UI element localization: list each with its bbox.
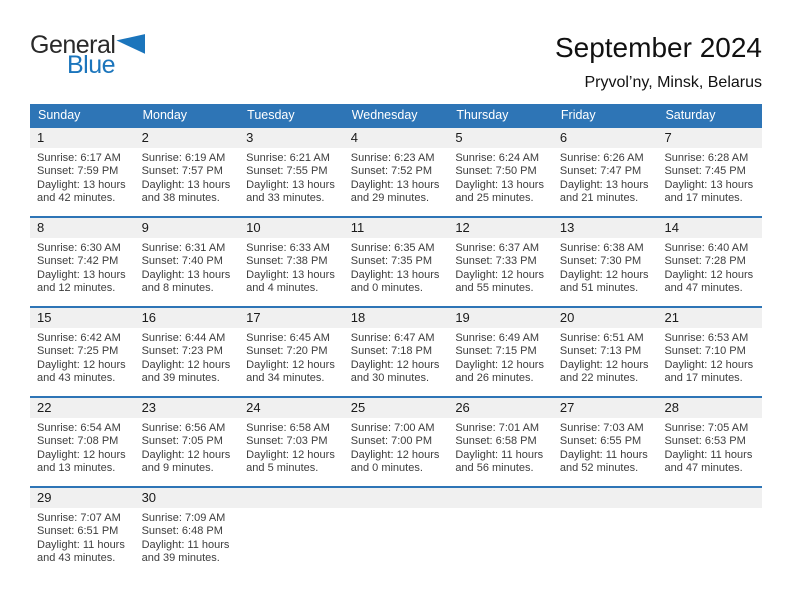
day-cell-11 [344, 218, 449, 306]
day-number-band: 18 [344, 308, 449, 328]
sunrise-text: Sunrise: 6:38 AM [559, 242, 644, 254]
day-number-band [344, 488, 449, 508]
day-cell-10 [239, 218, 344, 306]
daylight2-text: and 4 minutes. [246, 282, 319, 295]
daylight1-text: Daylight: 13 hours [350, 178, 440, 191]
daylight1-text: Daylight: 12 hours [246, 448, 335, 461]
day-info [135, 238, 240, 296]
day-number-band: 13 [553, 218, 658, 238]
day-cell-3 [239, 128, 344, 216]
day-cell-1 [30, 128, 135, 216]
day-number-band: 28 [657, 398, 762, 418]
sunset-text: Sunset: 7:50 PM [455, 165, 537, 178]
title-block [555, 33, 762, 92]
daylight1-text: Daylight: 13 hours [559, 178, 649, 191]
sunset-text: Sunset: 7:03 PM [246, 435, 328, 448]
sunset-text: Sunset: 7:33 PM [455, 255, 537, 268]
sunrise-text: Sunrise: 6:33 AM [246, 242, 330, 254]
day-number-band [553, 488, 658, 508]
sunset-text: Sunset: 7:42 PM [37, 255, 119, 268]
sunset-text: Sunset: 7:57 PM [141, 165, 223, 178]
sunrise-text: Sunrise: 7:03 AM [559, 422, 644, 434]
sunrise-text: Sunrise: 6:44 AM [141, 332, 226, 344]
daylight2-text: and 17 minutes. [664, 372, 743, 385]
daylight1-text: Daylight: 12 hours [664, 268, 754, 281]
daylight2-text: and 0 minutes. [350, 282, 423, 295]
sunset-text: Sunset: 7:28 PM [664, 255, 746, 268]
day-info [30, 148, 135, 206]
day-number-band: 24 [239, 398, 344, 418]
daylight1-text: Daylight: 12 hours [664, 358, 754, 371]
day-number-band: 6 [553, 128, 658, 148]
sunrise-text: Sunrise: 6:47 AM [350, 332, 435, 344]
calendar-grid [30, 126, 762, 576]
general-blue-logo [30, 33, 150, 78]
sunset-text: Sunset: 7:23 PM [141, 345, 223, 358]
day-info [448, 238, 553, 296]
day-number-band: 8 [30, 218, 135, 238]
daylight1-text: Daylight: 13 hours [141, 268, 231, 281]
daylight1-text: Daylight: 12 hours [141, 358, 231, 371]
sunset-text: Sunset: 7:20 PM [246, 345, 328, 358]
day-cell-empty [239, 488, 344, 576]
day-cell-empty [657, 488, 762, 576]
day-info [553, 238, 658, 296]
week-row [30, 216, 762, 306]
day-cell-empty [344, 488, 449, 576]
daylight1-text: Daylight: 13 hours [246, 178, 335, 191]
daylight1-text: Daylight: 13 hours [350, 268, 440, 281]
day-cell-21 [657, 308, 762, 396]
day-number-band: 15 [30, 308, 135, 328]
day-number-band: 5 [448, 128, 553, 148]
day-number-band [448, 488, 553, 508]
sunset-text: Sunset: 7:30 PM [559, 255, 642, 268]
sunset-text: Sunset: 7:47 PM [559, 165, 642, 178]
day-number-band: 20 [553, 308, 658, 328]
day-info [448, 148, 553, 206]
day-number-band: 30 [135, 488, 240, 508]
day-cell-16 [135, 308, 240, 396]
daylight1-text: Daylight: 12 hours [37, 358, 126, 371]
day-number-band [657, 488, 762, 508]
day-info [657, 238, 762, 296]
day-cell-4 [344, 128, 449, 216]
day-info [553, 418, 658, 476]
day-number-band: 17 [239, 308, 344, 328]
weekday-header-sunday: Sunday [38, 108, 81, 122]
weekday-header-monday: Monday [142, 108, 188, 122]
weekday-header-row [30, 104, 762, 126]
daylight1-text: Daylight: 12 hours [246, 358, 335, 371]
sunset-text: Sunset: 7:59 PM [37, 165, 119, 178]
day-cell-9 [135, 218, 240, 306]
day-info [448, 328, 553, 386]
sunrise-text: Sunrise: 7:05 AM [664, 422, 749, 434]
daylight2-text: and 47 minutes. [664, 462, 743, 475]
day-info [553, 148, 658, 206]
day-info [239, 148, 344, 206]
day-cell-empty [553, 488, 658, 576]
sunset-text: Sunset: 7:10 PM [664, 345, 746, 358]
day-info [657, 328, 762, 386]
day-info [657, 148, 762, 206]
day-info [657, 418, 762, 476]
daylight2-text: and 43 minutes. [37, 372, 116, 385]
sunset-text: Sunset: 7:15 PM [455, 345, 537, 358]
day-info [553, 328, 658, 386]
daylight2-text: and 56 minutes. [455, 462, 534, 475]
daylight1-text: Daylight: 12 hours [350, 448, 440, 461]
day-cell-2 [135, 128, 240, 216]
daylight2-text: and 34 minutes. [246, 372, 325, 385]
sunset-text: Sunset: 7:38 PM [246, 255, 328, 268]
sunrise-text: Sunrise: 7:09 AM [141, 512, 226, 524]
weekday-header-wednesday: Wednesday [351, 108, 418, 122]
sunset-text: Sunset: 7:00 PM [350, 435, 433, 448]
daylight1-text: Daylight: 12 hours [455, 268, 544, 281]
sunrise-text: Sunrise: 6:26 AM [559, 152, 644, 164]
sunrise-text: Sunrise: 6:24 AM [455, 152, 540, 164]
daylight2-text: and 5 minutes. [246, 462, 319, 475]
day-info [135, 328, 240, 386]
day-number-band: 23 [135, 398, 240, 418]
daylight2-text: and 9 minutes. [141, 462, 214, 475]
sunrise-text: Sunrise: 6:45 AM [246, 332, 330, 344]
sunset-text: Sunset: 7:52 PM [350, 165, 433, 178]
daylight1-text: Daylight: 13 hours [141, 178, 231, 191]
day-cell-24 [239, 398, 344, 486]
daylight2-text: and 22 minutes. [559, 372, 639, 385]
day-info [135, 508, 240, 566]
sunrise-text: Sunrise: 6:40 AM [664, 242, 749, 254]
daylight2-text: and 17 minutes. [664, 192, 743, 205]
day-number-band: 10 [239, 218, 344, 238]
day-number-band: 29 [30, 488, 135, 508]
day-cell-13 [553, 218, 658, 306]
sunrise-text: Sunrise: 6:31 AM [141, 242, 226, 254]
day-number-band: 7 [657, 128, 762, 148]
daylight2-text: and 13 minutes. [37, 462, 116, 475]
daylight2-text: and 25 minutes. [455, 192, 534, 205]
daylight2-text: and 30 minutes. [350, 372, 430, 385]
sunset-text: Sunset: 7:05 PM [141, 435, 223, 448]
day-cell-26 [448, 398, 553, 486]
day-cell-25 [344, 398, 449, 486]
page-subtitle: Pryvol’ny, Minsk, Belarus [584, 73, 762, 91]
day-info [135, 418, 240, 476]
day-cell-18 [344, 308, 449, 396]
sunrise-text: Sunrise: 6:17 AM [37, 152, 121, 164]
day-cell-30 [135, 488, 240, 576]
day-cell-17 [239, 308, 344, 396]
day-info [239, 238, 344, 296]
day-number-band: 9 [135, 218, 240, 238]
day-number-band: 26 [448, 398, 553, 418]
sunrise-text: Sunrise: 6:37 AM [455, 242, 540, 254]
day-cell-12 [448, 218, 553, 306]
day-cell-22 [30, 398, 135, 486]
day-cell-19 [448, 308, 553, 396]
sunrise-text: Sunrise: 6:56 AM [141, 422, 226, 434]
daylight1-text: Daylight: 11 hours [664, 448, 753, 461]
day-number-band: 16 [135, 308, 240, 328]
daylight1-text: Daylight: 13 hours [664, 178, 754, 191]
sunrise-text: Sunrise: 6:19 AM [141, 152, 226, 164]
week-row [30, 306, 762, 396]
daylight1-text: Daylight: 11 hours [455, 448, 544, 461]
daylight1-text: Daylight: 13 hours [246, 268, 335, 281]
day-cell-23 [135, 398, 240, 486]
day-number-band: 11 [344, 218, 449, 238]
daylight2-text: and 55 minutes. [455, 282, 534, 295]
day-cell-5 [448, 128, 553, 216]
sunset-text: Sunset: 6:55 PM [559, 435, 642, 448]
daylight2-text: and 21 minutes. [559, 192, 639, 205]
day-cell-29 [30, 488, 135, 576]
daylight1-text: Daylight: 12 hours [559, 268, 649, 281]
day-info [135, 148, 240, 206]
sunset-text: Sunset: 7:45 PM [664, 165, 746, 178]
daylight2-text: and 47 minutes. [664, 282, 743, 295]
day-info [344, 148, 449, 206]
daylight2-text: and 33 minutes. [246, 192, 325, 205]
sunrise-text: Sunrise: 6:58 AM [246, 422, 330, 434]
sunset-text: Sunset: 6:58 PM [455, 435, 537, 448]
daylight1-text: Daylight: 11 hours [559, 448, 648, 461]
day-number-band: 27 [553, 398, 658, 418]
day-cell-empty [448, 488, 553, 576]
sunrise-text: Sunrise: 6:51 AM [559, 332, 644, 344]
sunset-text: Sunset: 7:40 PM [141, 255, 223, 268]
daylight1-text: Daylight: 13 hours [37, 178, 126, 191]
day-number-band [239, 488, 344, 508]
sunset-text: Sunset: 6:48 PM [141, 525, 223, 538]
day-number-band: 2 [135, 128, 240, 148]
sunrise-text: Sunrise: 7:00 AM [350, 422, 435, 434]
day-info [30, 508, 135, 566]
day-number-band: 3 [239, 128, 344, 148]
day-cell-8 [30, 218, 135, 306]
daylight2-text: and 42 minutes. [37, 192, 116, 205]
day-number-band: 14 [657, 218, 762, 238]
daylight1-text: Daylight: 13 hours [455, 178, 544, 191]
daylight1-text: Daylight: 11 hours [37, 538, 125, 551]
day-number-band: 4 [344, 128, 449, 148]
week-row [30, 126, 762, 216]
top-bar [30, 33, 762, 92]
day-number-band: 22 [30, 398, 135, 418]
day-cell-7 [657, 128, 762, 216]
day-info [344, 418, 449, 476]
daylight1-text: Daylight: 12 hours [141, 448, 231, 461]
daylight2-text: and 12 minutes. [37, 282, 116, 295]
day-cell-20 [553, 308, 658, 396]
sunset-text: Sunset: 7:35 PM [350, 255, 433, 268]
sunrise-text: Sunrise: 7:07 AM [37, 512, 121, 524]
day-number-band: 21 [657, 308, 762, 328]
sunrise-text: Sunrise: 6:42 AM [37, 332, 121, 344]
day-info [30, 418, 135, 476]
sunrise-text: Sunrise: 7:01 AM [455, 422, 540, 434]
day-number-band: 1 [30, 128, 135, 148]
sunrise-text: Sunrise: 6:21 AM [246, 152, 330, 164]
sunrise-text: Sunrise: 6:23 AM [350, 152, 435, 164]
sunset-text: Sunset: 6:51 PM [37, 525, 119, 538]
week-row [30, 396, 762, 486]
daylight2-text: and 8 minutes. [141, 282, 214, 295]
day-info [344, 238, 449, 296]
daylight1-text: Daylight: 11 hours [141, 538, 230, 551]
sunrise-text: Sunrise: 6:35 AM [350, 242, 435, 254]
daylight2-text: and 29 minutes. [350, 192, 430, 205]
daylight2-text: and 43 minutes. [37, 552, 116, 565]
daylight1-text: Daylight: 12 hours [559, 358, 649, 371]
sunrise-text: Sunrise: 6:54 AM [37, 422, 121, 434]
daylight2-text: and 39 minutes. [141, 552, 220, 565]
week-row [30, 486, 762, 576]
logo-text-blue: Blue [67, 51, 116, 79]
weekday-header-saturday: Saturday [665, 108, 716, 122]
day-number-band: 12 [448, 218, 553, 238]
day-info [239, 418, 344, 476]
day-cell-6 [553, 128, 658, 216]
day-cell-27 [553, 398, 658, 486]
calendar-table [30, 104, 762, 576]
sunset-text: Sunset: 7:13 PM [559, 345, 642, 358]
daylight1-text: Daylight: 12 hours [37, 448, 126, 461]
sunset-text: Sunset: 7:18 PM [350, 345, 433, 358]
day-info [239, 328, 344, 386]
sunset-text: Sunset: 6:53 PM [664, 435, 746, 448]
logo-flag-icon [116, 34, 145, 54]
daylight2-text: and 51 minutes. [559, 282, 639, 295]
day-number-band: 25 [344, 398, 449, 418]
weekday-header-tuesday: Tuesday [247, 108, 295, 122]
daylight2-text: and 26 minutes. [455, 372, 534, 385]
sunrise-text: Sunrise: 6:28 AM [664, 152, 749, 164]
daylight1-text: Daylight: 12 hours [350, 358, 440, 371]
sunset-text: Sunset: 7:55 PM [246, 165, 328, 178]
daylight2-text: and 39 minutes. [141, 372, 220, 385]
day-info [448, 418, 553, 476]
daylight2-text: and 0 minutes. [350, 462, 423, 475]
day-info [344, 328, 449, 386]
weekday-header-thursday: Thursday [456, 108, 509, 122]
day-info [30, 328, 135, 386]
sunrise-text: Sunrise: 6:49 AM [455, 332, 540, 344]
weekday-header-friday: Friday [560, 108, 596, 122]
day-cell-14 [657, 218, 762, 306]
daylight2-text: and 38 minutes. [141, 192, 220, 205]
page-title: September 2024 [554, 32, 762, 63]
day-cell-15 [30, 308, 135, 396]
sunset-text: Sunset: 7:25 PM [37, 345, 119, 358]
daylight1-text: Daylight: 12 hours [455, 358, 544, 371]
logo-text-general: General [30, 31, 116, 59]
daylight1-text: Daylight: 13 hours [37, 268, 126, 281]
sunrise-text: Sunrise: 6:53 AM [664, 332, 749, 344]
day-number-band: 19 [448, 308, 553, 328]
day-cell-28 [657, 398, 762, 486]
sunset-text: Sunset: 7:08 PM [37, 435, 119, 448]
day-info [30, 238, 135, 296]
sunrise-text: Sunrise: 6:30 AM [37, 242, 121, 254]
daylight2-text: and 52 minutes. [559, 462, 639, 475]
